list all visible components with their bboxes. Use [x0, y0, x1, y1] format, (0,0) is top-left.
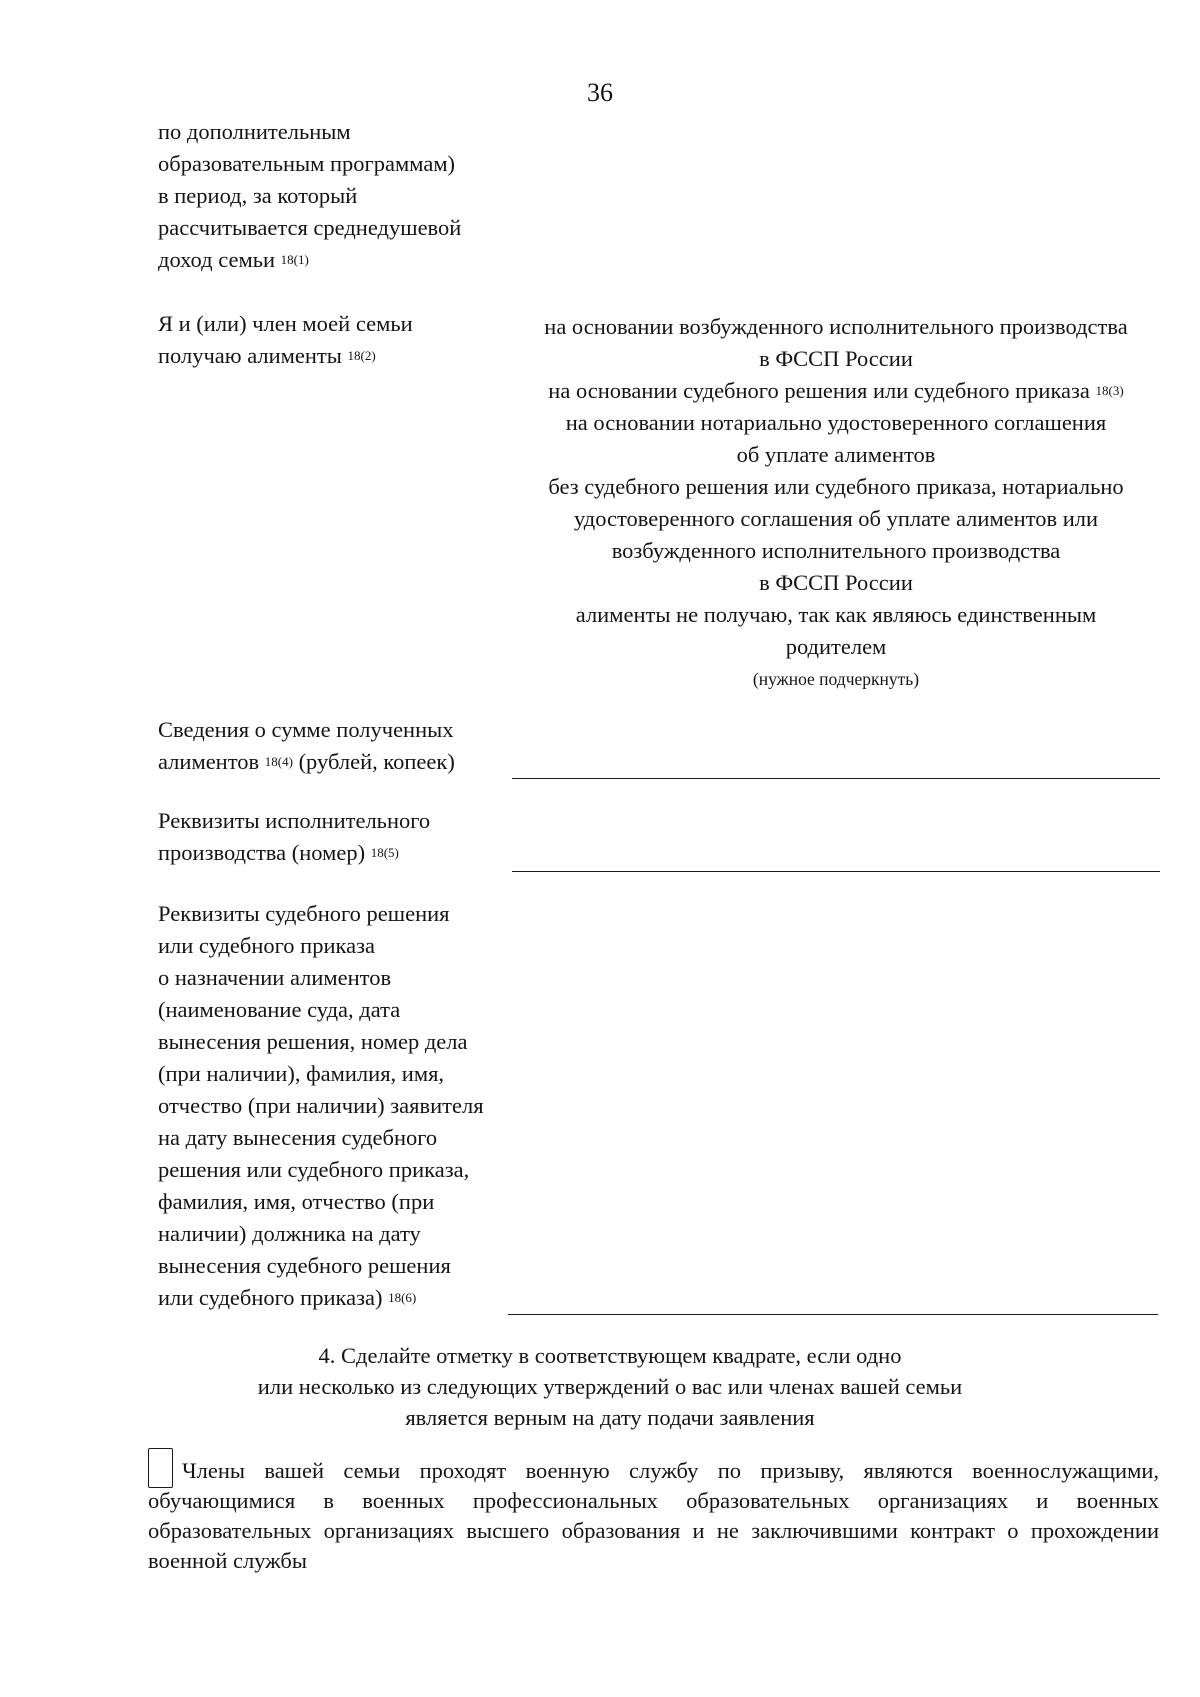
enforcement-number-field[interactable] — [512, 838, 1160, 868]
label-line: или судебного приказа — [158, 933, 375, 958]
underline-hint: (нужное подчеркнуть) — [752, 669, 920, 689]
alimony-amount-label — [158, 714, 518, 778]
footnote-ref: 18(1) — [280, 252, 309, 267]
court-decision-line — [508, 1314, 1158, 1315]
heading-line: 4. Сделайте отметку в соответствующем квадрате, если одно — [318, 1343, 902, 1368]
footnote-ref: 18(6) — [388, 1290, 417, 1305]
court-decision-label — [158, 898, 528, 1314]
label-line: решения или судебного приказа, — [158, 1157, 470, 1182]
label-line: о назначении алиментов — [158, 965, 392, 990]
option-notarial-agreement[interactable]: на основании нотариально удостоверенного соглашения об уплате алиментов — [565, 410, 1107, 467]
label-line: отчество (при наличии) заявителя — [158, 1093, 484, 1118]
label-line: наличии) должника на дату — [158, 1221, 421, 1246]
option-single-parent[interactable]: алименты не получаю, так как являюсь единственным родителем — [575, 602, 1097, 659]
label-line: Реквизиты исполнительного — [158, 808, 431, 833]
label-line: Реквизиты судебного решения — [158, 901, 450, 926]
label-line: или судебного приказа) $^{18(6)}$ — [158, 1285, 417, 1310]
footnote-ref: 18(2) — [347, 348, 376, 363]
label-line: на дату вынесения судебного — [158, 1125, 438, 1150]
heading-line: или несколько из следующих утверждений о вас или членах вашей семьи — [257, 1374, 963, 1399]
label-line: по дополнительным — [158, 119, 351, 144]
label-line: получаю алименты $^{18(2)}$ — [158, 343, 376, 368]
option-without-documents[interactable]: без судебного решения или судебного приказа, нотариально удостоверенного соглашения об уплате алиментов или возбужденного исполнительного производства в ФССП России — [548, 474, 1124, 595]
label-line: фамилия, имя, отчество (при — [158, 1189, 435, 1214]
alimony-label — [158, 308, 518, 372]
label-line: образовательным программам) — [158, 151, 456, 176]
label-line: доход семьи $^{18(1)}$ — [158, 247, 309, 272]
label-line: вынесения судебного решения — [158, 1253, 451, 1278]
label-line: (при наличии), фамилия, имя, — [158, 1061, 445, 1086]
option-court-decision[interactable]: на основании судебного решения или судебного приказа $^{18(3)}$ — [548, 378, 1124, 403]
label-line: вынесения решения, номер дела — [158, 1029, 468, 1054]
label-line: (наименование суда, дата — [158, 997, 401, 1022]
label-line: рассчитывается среднедушевой — [158, 215, 462, 240]
alimony-amount-field[interactable] — [512, 746, 1160, 776]
court-decision-field[interactable] — [508, 1280, 1158, 1310]
label-line: в период, за который — [158, 183, 358, 208]
footnote-ref: 18(3) — [1095, 383, 1124, 398]
footnote-ref: 18(5) — [370, 845, 399, 860]
military-service-statement: Члены вашей семьи проходят военную службу по призыву, являются военнослужащими, обучающимися в военных профессиональных образовательных организациях и военных образовательных организациях высшего образования и не заключившими контракт о прохождении военной службы — [148, 1458, 1159, 1573]
option-fssp-proceedings[interactable]: на основании возбужденного исполнительного производства в ФССП России — [544, 314, 1128, 371]
alimony-amount-line — [512, 778, 1160, 779]
section-4-heading — [190, 1340, 1030, 1433]
page-number: 36 — [587, 78, 613, 107]
label-line: производства (номер) $^{18(5)}$ — [158, 840, 399, 865]
heading-line: является верным на дату подачи заявления — [405, 1405, 815, 1430]
label-line: алиментов $^{18(4)}$ (рублей, копеек) — [158, 749, 455, 774]
enforcement-line — [512, 871, 1160, 872]
label-line: Сведения о сумме полученных — [158, 717, 454, 742]
label-line: Я и (или) член моей семьи — [158, 311, 413, 336]
footnote-ref: 18(4) — [264, 754, 293, 769]
enforcement-label — [158, 805, 518, 869]
education-period-label — [158, 116, 518, 276]
alimony-options — [512, 311, 1160, 693]
